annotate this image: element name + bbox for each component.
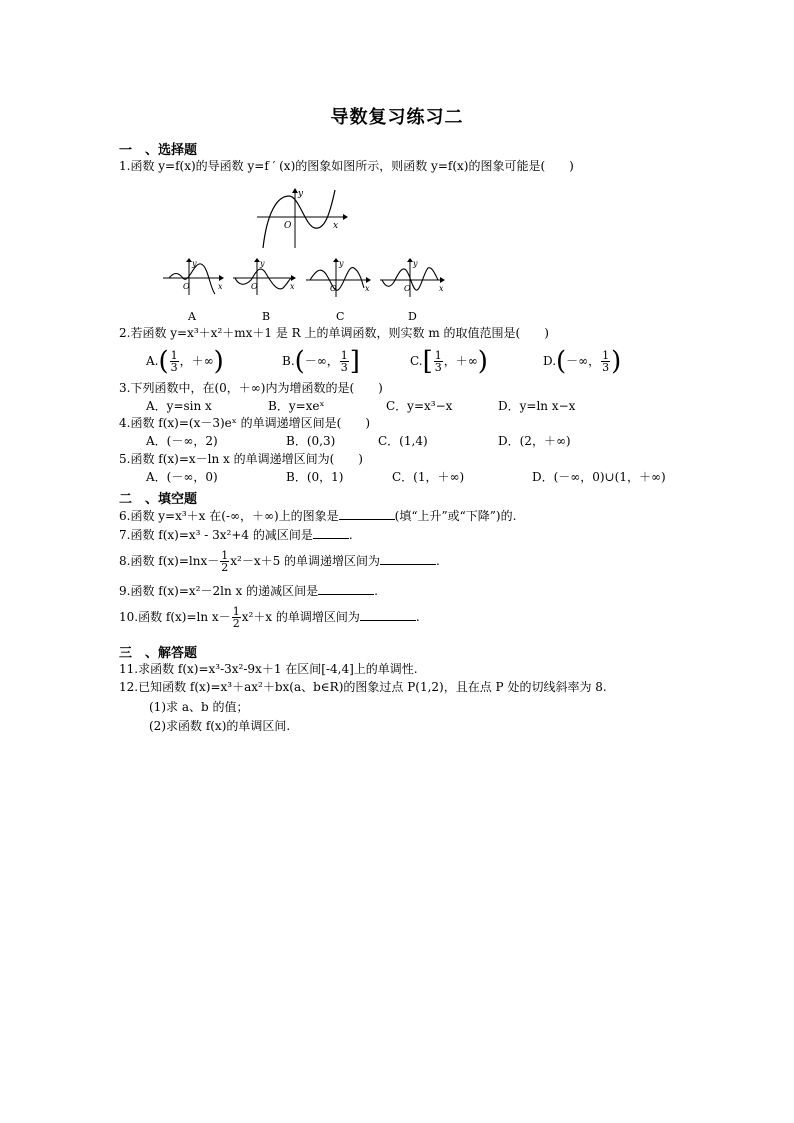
- q3-option-a: A．y=sin x: [146, 399, 212, 413]
- svg-text:x: x: [290, 282, 295, 291]
- q2-option-c: C.[ $\frac{1}{3}$ ，＋∞): [410, 346, 488, 377]
- question-12: 12.已知函数 f(x)=x³＋ax²＋bx(a、b∈R)的图象过点 P(1,2)，且在点 P 处的切线斜率为 8.: [119, 680, 607, 694]
- q4-option-d: D．(2，＋∞): [498, 434, 571, 448]
- q3-option-d: D．y=ln x−x: [498, 399, 576, 413]
- svg-text:O: O: [251, 282, 258, 291]
- option-c-label: C: [336, 310, 345, 323]
- question-10: 10.函数 f(x)=ln x－ $\frac{1}{2}$ x²＋x 的单调增区间为 .: [119, 605, 420, 630]
- option-d-label: D: [408, 310, 417, 323]
- question-5: 5.函数 f(x)=x－ln x 的单调递增区间为( ): [119, 452, 363, 466]
- svg-text:O: O: [183, 282, 190, 291]
- q5-option-d: D．(－∞，0)∪(1，＋∞): [532, 470, 666, 484]
- q5-option-c: C．(1，＋∞): [392, 470, 465, 484]
- derivative-graph: [255, 188, 350, 250]
- svg-text:y: y: [260, 259, 265, 268]
- answer-blank-7[interactable]: [313, 527, 349, 539]
- svg-text:x: x: [439, 284, 444, 293]
- option-a-graph: [163, 258, 225, 296]
- question-6: 6.函数 y=x³＋x 在(-∞，＋∞)上的图象是 (填“上升”或“下降”)的.: [119, 509, 517, 523]
- question-12-part-1: (1)求 a、b 的值；: [149, 700, 249, 714]
- answer-blank-6[interactable]: [339, 508, 395, 520]
- answer-blank-9[interactable]: [318, 583, 374, 595]
- question-4: 4.函数 f(x)=(x－3)eˣ 的单调递增区间是( ): [119, 416, 371, 430]
- svg-text:y: y: [413, 259, 418, 268]
- question-2: 2.若函数 y=x³＋x²＋mx＋1 是 R 上的单调函数，则实数 m 的取值范围是( ): [119, 326, 549, 340]
- svg-text:x: x: [218, 282, 223, 291]
- option-d-graph: [380, 258, 446, 298]
- question-11: 11.求函数 f(x)=x³-3x²-9x＋1 在区间[-4,4]上的单调性.: [119, 662, 418, 676]
- section-fill-heading: 二 、填空题: [119, 492, 198, 507]
- question-1: 1.函数 y=f(x)的导函数 y=f ′ (x)的图象如图所示，则函数 y=f(x)的图象可能是( ): [119, 159, 574, 173]
- svg-text:y: y: [192, 259, 197, 268]
- section-choice-heading: 一 、选择题: [119, 143, 198, 158]
- q2-option-b: B.(－∞， $\frac{1}{3}$ ]: [282, 346, 360, 377]
- svg-text:x: x: [365, 284, 370, 293]
- q3-option-c: C．y=x³−x: [386, 399, 453, 413]
- question-7: 7.函数 f(x)=x³ - 3x²+4 的减区间是 .: [119, 528, 353, 542]
- axis-x-label: x: [333, 221, 339, 231]
- question-3: 3.下列函数中，在(0，＋∞)内为增函数的是( ): [119, 381, 383, 395]
- q4-option-b: B．(0,3): [286, 434, 336, 448]
- axis-y-label: y: [298, 189, 304, 199]
- q2-option-a: A.( $\frac{1}{3}$ ，＋∞): [146, 346, 224, 377]
- q2-option-d: D.(－∞， $\frac{1}{3}$ ): [543, 346, 622, 377]
- origin-label: O: [284, 221, 292, 231]
- page-title: 导数复习练习二: [330, 107, 464, 128]
- q3-option-b: B．y=xeˣ: [268, 399, 325, 413]
- option-c-graph: [306, 258, 372, 298]
- question-12-part-2: (2)求函数 f(x)的单调区间.: [149, 719, 291, 733]
- answer-blank-8[interactable]: [380, 553, 436, 565]
- question-8: 8.函数 f(x)=lnx－ $\frac{1}{2}$ x²－x＋5 的单调递增区间为 .: [119, 549, 440, 574]
- svg-text:O: O: [330, 284, 337, 293]
- q4-option-a: A．(－∞，2): [146, 434, 218, 448]
- option-a-label: A: [188, 310, 196, 323]
- svg-text:y: y: [339, 259, 344, 268]
- q4-option-c: C．(1,4): [378, 434, 428, 448]
- answer-blank-10[interactable]: [360, 609, 416, 621]
- question-9: 9.函数 f(x)=x²－2ln x 的递减区间是 .: [119, 584, 378, 598]
- q5-option-a: A．(－∞，0): [146, 470, 218, 484]
- svg-text:O: O: [404, 284, 411, 293]
- q5-option-b: B．(0，1): [286, 470, 344, 484]
- option-b-graph: [233, 258, 297, 296]
- option-b-label: B: [262, 310, 271, 323]
- section-answer-heading: 三 、解答题: [119, 646, 198, 661]
